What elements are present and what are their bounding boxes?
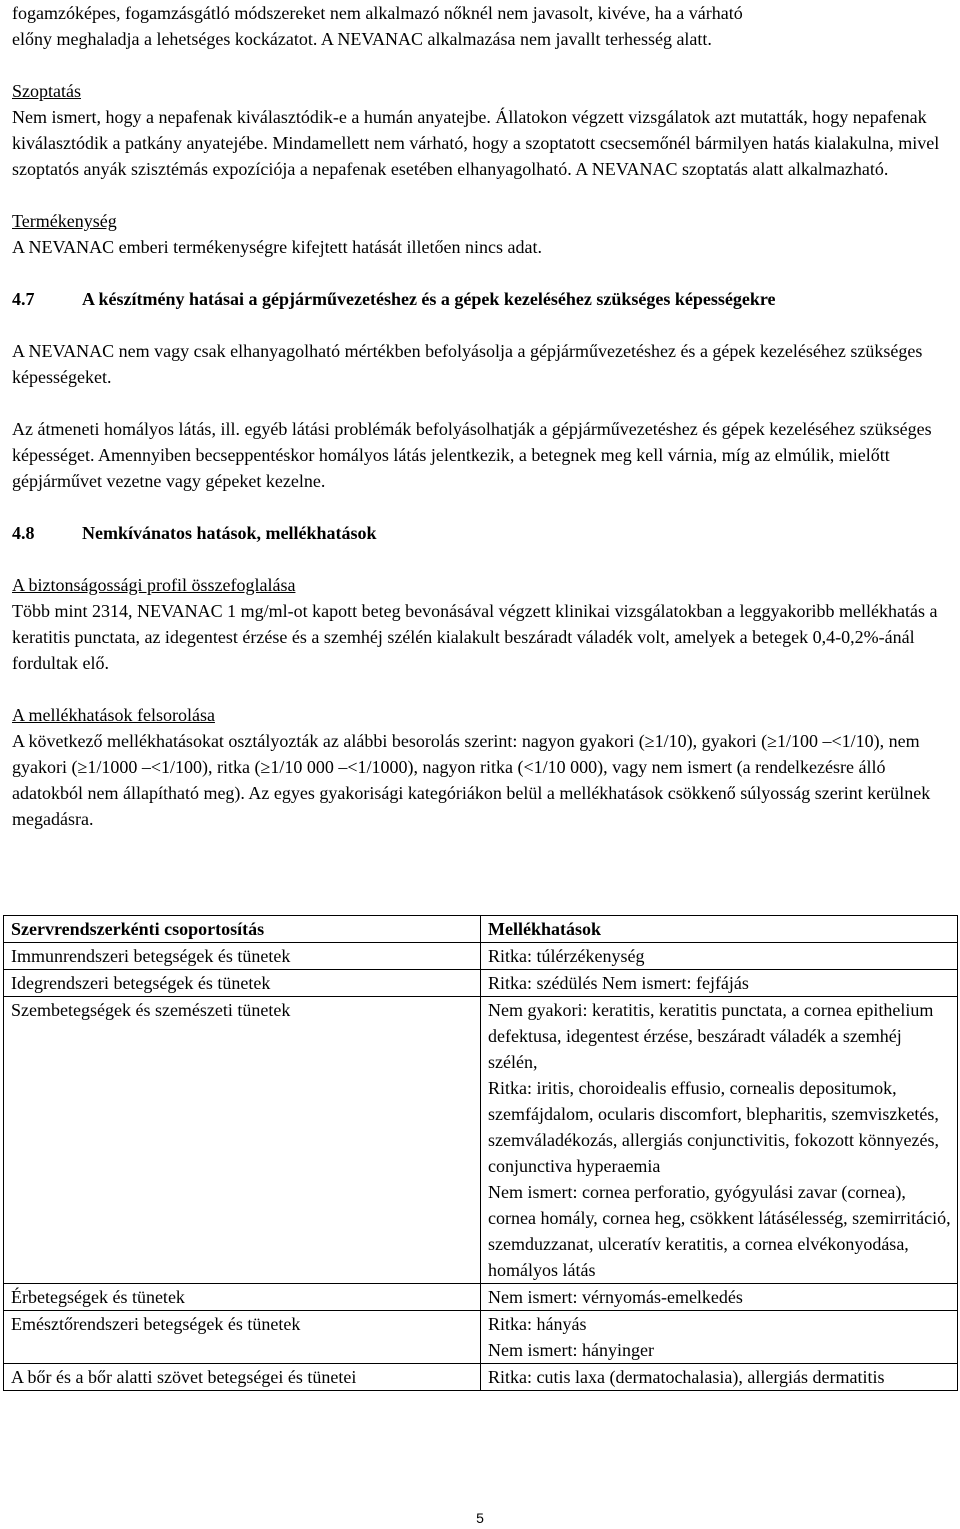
soc-cell: Szembetegségek és szemészeti tünetek [4,997,481,1284]
effects-cell: Ritka: szédülés Nem ismert: fejfájás [481,970,958,997]
table-row [4,970,958,997]
section-4-7-title: A készítmény hatásai a gépjárművezetéshez és a gépek kezeléséhez szükséges képességekre [82,289,776,309]
effects-cell: Nem gyakori: keratitis, keratitis punctata, a cornea epithelium defektusa, idegentest érzése, beszáradt váladék a szemhéj szélén, Ritka: iritis, choroidealis effusio, cornealis depositumok, szemfájdalom, ocularis discomfort, blepharitis, szemviszketés, szemváladékozás, allergiás conjunctivitis, fokozott könnyezés, conjunctiva hyperaemia Nem ismert: cornea perforatio, gyógyulási zavar (cornea), cornea homály, cornea heg, csökkent látásélesség, szemirritáció, szemduzzanat, ulceratív keratitis, a cornea elvékonyodása, homályos látás [481,997,958,1284]
soc-cell: A bőr és a bőr alatti szövet betegségei és tünetei [4,1364,481,1391]
table-row [4,1284,958,1311]
header-effects: Mellékhatások [481,916,958,943]
intro-line-2: előny meghaladja a lehetséges kockázatot. A NEVANAC alkalmazása nem javallt terhesség alatt. [12,29,712,49]
breastfeeding-heading: Szoptatás [12,81,81,101]
soc-cell: Idegrendszeri betegségek és tünetek [4,970,481,997]
section-4-7-para-2: Az átmeneti homályos látás, ill. egyéb látási problémák befolyásolhatják a gépjárművezetéshez és gépek kezeléséhez szükséges képességet. Amennyiben becseppentéskor homályos látás jelentkezik, a betegnek meg kell várnia, míg az elmúlik, mielőtt gépjárművet vezetne vagy gépeket kezelne. [12,419,932,491]
page-number: 5 [476,1510,484,1526]
fertility-heading: Termékenység [12,211,117,231]
section-4-8-title: Nemkívánatos hatások, mellékhatások [82,523,377,543]
effects-cell: Ritka: túlérzékenység [481,943,958,970]
table-header-row [4,916,958,943]
section-4-8-number: 4.8 [12,523,35,543]
section-4-8-heading [12,520,942,546]
document-page [12,0,942,832]
section-4-7-heading [12,286,942,312]
adverse-reactions-table [3,915,958,1391]
safety-summary-text: Több mint 2314, NEVANAC 1 mg/ml-ot kapott beteg bevonásával végzett klinikai vizsgálatokban a leggyakoribb mellékhatás a keratitis punctata, az idegentest érzése és a szemhéj szélén kialakult beszáradt váladék volt, amelyek a betegek 0,4-0,2%-ánál fordultak elő. [12,601,938,673]
table-row [4,1311,958,1364]
breastfeeding-text: Nem ismert, hogy a nepafenak kiválasztódik-e a humán anyatejbe. Állatokon végzett vizsgálatok azt mutatták, hogy nepafenak kiválasztódik a patkány anyatejébe. Mindamellett nem várható, hogy a szoptatott csecsemőnél bármilyen hatás kialakulna, mivel szoptatós anyák szisztémás expozíciója a nepafenak esetében elhanyagolható. A NEVANAC szoptatás alatt alkalmazható. [12,107,940,179]
adverse-list-heading: A mellékhatások felsorolása [12,705,215,725]
safety-summary-heading: A biztonságossági profil összefoglalása [12,575,296,595]
soc-cell: Immunrendszeri betegségek és tünetek [4,943,481,970]
table-row [4,943,958,970]
soc-cell: Emésztőrendszeri betegségek és tünetek [4,1311,481,1364]
header-soc: Szervrendszerkénti csoportosítás [4,916,481,943]
soc-cell: Érbetegségek és tünetek [4,1284,481,1311]
table-row [4,1364,958,1391]
table-row [4,997,958,1284]
section-4-7-para-1: A NEVANAC nem vagy csak elhanyagolható mértékben befolyásolja a gépjárművezetéshez és a gépek kezeléséhez szükséges képességeket. [12,341,923,387]
effects-cell: Nem ismert: vérnyomás-emelkedés [481,1284,958,1311]
adverse-list-text: A következő mellékhatásokat osztályozták az alábbi besorolás szerint: nagyon gyakori (≥1/10), gyakori (≥1/100 –<1/10), nem gyakori (≥1/1000 –<1/100), ritka (≥1/10 000 –<1/1000), nagyon ritka (<1/10 000), vagy nem ismert (a rendelkezésre álló adatokból nem állapítható meg). Az egyes gyakorisági kategóriákon belül a mellékhatások csökkenő súlyosság szerint kerülnek megadásra. [12,731,931,829]
effects-cell: Ritka: hányás Nem ismert: hányinger [481,1311,958,1364]
intro-line-1: fogamzóképes, fogamzásgátló módszereket nem alkalmazó nőknél nem javasolt, kivéve, ha a várható [12,3,743,23]
effects-cell: Ritka: cutis laxa (dermatochalasia), allergiás dermatitis [481,1364,958,1391]
fertility-text: A NEVANAC emberi termékenységre kifejtett hatását illetően nincs adat. [12,237,543,257]
section-4-7-number: 4.7 [12,289,35,309]
